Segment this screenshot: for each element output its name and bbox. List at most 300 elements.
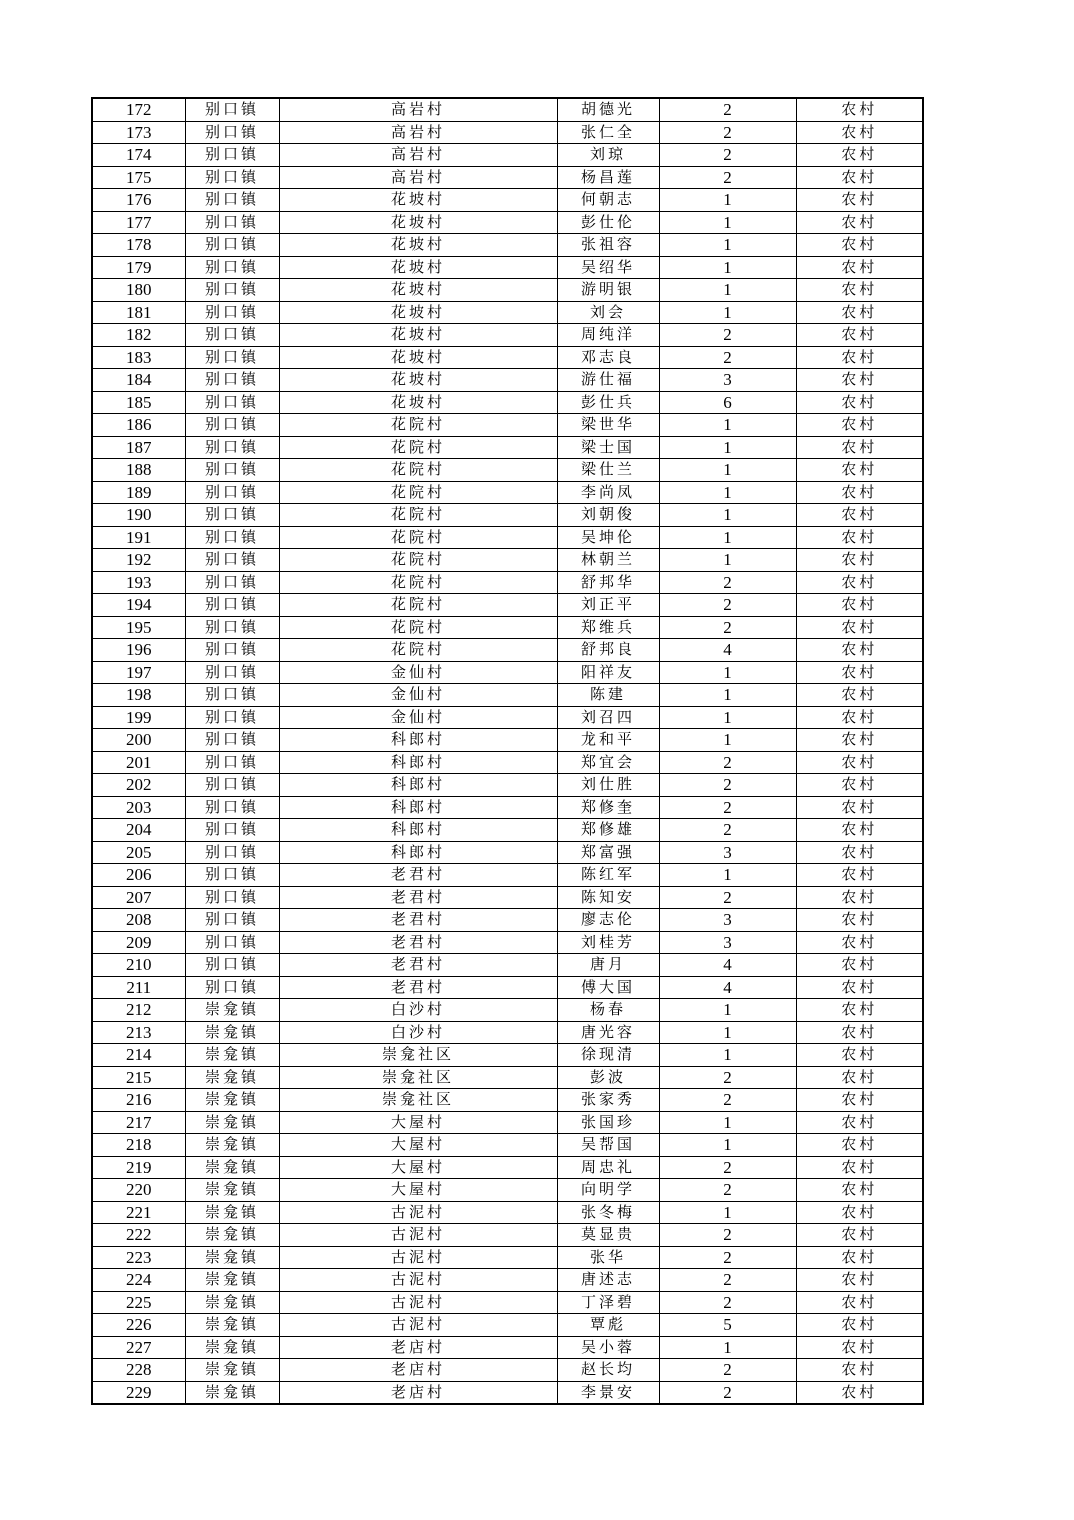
count-cell: 1 bbox=[659, 1336, 796, 1359]
person-name-cell: 郑富强 bbox=[557, 841, 659, 864]
person-name-cell: 林朝兰 bbox=[557, 549, 659, 572]
person-name-cell: 梁世华 bbox=[557, 414, 659, 437]
category-cell: 农村 bbox=[796, 1156, 923, 1179]
village-cell: 科郎村 bbox=[279, 729, 557, 752]
count-cell: 2 bbox=[659, 121, 796, 144]
table-row bbox=[92, 1246, 923, 1269]
town-cell: 别口镇 bbox=[185, 886, 279, 909]
person-name-cell: 李尚凤 bbox=[557, 481, 659, 504]
category-cell: 农村 bbox=[796, 976, 923, 999]
row-number-cell: 207 bbox=[92, 886, 185, 909]
count-cell: 2 bbox=[659, 98, 796, 121]
person-name-cell: 赵长均 bbox=[557, 1359, 659, 1382]
count-cell: 3 bbox=[659, 931, 796, 954]
row-number-cell: 191 bbox=[92, 526, 185, 549]
count-cell: 1 bbox=[659, 211, 796, 234]
person-name-cell: 覃彪 bbox=[557, 1314, 659, 1337]
person-name-cell: 杨春 bbox=[557, 999, 659, 1022]
town-cell: 别口镇 bbox=[185, 98, 279, 121]
person-name-cell: 吴小蓉 bbox=[557, 1336, 659, 1359]
town-cell: 别口镇 bbox=[185, 751, 279, 774]
person-name-cell: 刘正平 bbox=[557, 594, 659, 617]
village-cell: 高岩村 bbox=[279, 166, 557, 189]
row-number-cell: 184 bbox=[92, 369, 185, 392]
village-cell: 老店村 bbox=[279, 1359, 557, 1382]
person-name-cell: 郑维兵 bbox=[557, 616, 659, 639]
row-number-cell: 201 bbox=[92, 751, 185, 774]
count-cell: 1 bbox=[659, 1044, 796, 1067]
table-row bbox=[92, 954, 923, 977]
village-cell: 花院村 bbox=[279, 571, 557, 594]
town-cell: 别口镇 bbox=[185, 459, 279, 482]
category-cell: 农村 bbox=[796, 1224, 923, 1247]
table-row bbox=[92, 999, 923, 1022]
town-cell: 崇龛镇 bbox=[185, 1224, 279, 1247]
town-cell: 别口镇 bbox=[185, 976, 279, 999]
category-cell: 农村 bbox=[796, 1381, 923, 1404]
row-number-cell: 211 bbox=[92, 976, 185, 999]
row-number-cell: 200 bbox=[92, 729, 185, 752]
category-cell: 农村 bbox=[796, 391, 923, 414]
row-number-cell: 205 bbox=[92, 841, 185, 864]
town-cell: 别口镇 bbox=[185, 279, 279, 302]
category-cell: 农村 bbox=[796, 616, 923, 639]
count-cell: 3 bbox=[659, 909, 796, 932]
count-cell: 2 bbox=[659, 1359, 796, 1382]
count-cell: 2 bbox=[659, 1224, 796, 1247]
count-cell: 4 bbox=[659, 976, 796, 999]
person-name-cell: 舒邦华 bbox=[557, 571, 659, 594]
count-cell: 2 bbox=[659, 616, 796, 639]
person-name-cell: 张冬梅 bbox=[557, 1201, 659, 1224]
category-cell: 农村 bbox=[796, 1291, 923, 1314]
village-cell: 花院村 bbox=[279, 414, 557, 437]
village-cell: 花院村 bbox=[279, 526, 557, 549]
table-row bbox=[92, 1224, 923, 1247]
row-number-cell: 186 bbox=[92, 414, 185, 437]
town-cell: 别口镇 bbox=[185, 729, 279, 752]
table-row bbox=[92, 729, 923, 752]
count-cell: 1 bbox=[659, 999, 796, 1022]
village-cell: 科郎村 bbox=[279, 841, 557, 864]
person-name-cell: 周忠礼 bbox=[557, 1156, 659, 1179]
count-cell: 2 bbox=[659, 819, 796, 842]
category-cell: 农村 bbox=[796, 189, 923, 212]
person-name-cell: 郑修雄 bbox=[557, 819, 659, 842]
person-name-cell: 徐现清 bbox=[557, 1044, 659, 1067]
row-number-cell: 190 bbox=[92, 504, 185, 527]
village-cell: 花坡村 bbox=[279, 279, 557, 302]
category-cell: 农村 bbox=[796, 729, 923, 752]
count-cell: 4 bbox=[659, 639, 796, 662]
town-cell: 崇龛镇 bbox=[185, 1314, 279, 1337]
town-cell: 别口镇 bbox=[185, 819, 279, 842]
table-row bbox=[92, 1201, 923, 1224]
village-cell: 老君村 bbox=[279, 931, 557, 954]
row-number-cell: 193 bbox=[92, 571, 185, 594]
village-cell: 花坡村 bbox=[279, 256, 557, 279]
table-row bbox=[92, 1021, 923, 1044]
count-cell: 1 bbox=[659, 414, 796, 437]
category-cell: 农村 bbox=[796, 526, 923, 549]
count-cell: 3 bbox=[659, 369, 796, 392]
table-row bbox=[92, 459, 923, 482]
person-name-cell: 游明银 bbox=[557, 279, 659, 302]
table-row bbox=[92, 1066, 923, 1089]
person-name-cell: 唐月 bbox=[557, 954, 659, 977]
count-cell: 2 bbox=[659, 324, 796, 347]
table-row bbox=[92, 211, 923, 234]
table-row bbox=[92, 1336, 923, 1359]
count-cell: 1 bbox=[659, 526, 796, 549]
table-row bbox=[92, 324, 923, 347]
count-cell: 1 bbox=[659, 864, 796, 887]
row-number-cell: 221 bbox=[92, 1201, 185, 1224]
table-row bbox=[92, 369, 923, 392]
village-cell: 老君村 bbox=[279, 954, 557, 977]
category-cell: 农村 bbox=[796, 886, 923, 909]
village-cell: 花坡村 bbox=[279, 189, 557, 212]
row-number-cell: 224 bbox=[92, 1269, 185, 1292]
row-number-cell: 185 bbox=[92, 391, 185, 414]
row-number-cell: 226 bbox=[92, 1314, 185, 1337]
row-number-cell: 198 bbox=[92, 684, 185, 707]
person-name-cell: 周纯洋 bbox=[557, 324, 659, 347]
roster-table bbox=[91, 97, 924, 1405]
table-row bbox=[92, 841, 923, 864]
category-cell: 农村 bbox=[796, 594, 923, 617]
town-cell: 崇龛镇 bbox=[185, 1021, 279, 1044]
village-cell: 崇龛社区 bbox=[279, 1044, 557, 1067]
village-cell: 花坡村 bbox=[279, 346, 557, 369]
village-cell: 崇龛社区 bbox=[279, 1066, 557, 1089]
village-cell: 古泥村 bbox=[279, 1224, 557, 1247]
village-cell: 花院村 bbox=[279, 616, 557, 639]
table-row bbox=[92, 1156, 923, 1179]
table-row bbox=[92, 1359, 923, 1382]
person-name-cell: 梁仕兰 bbox=[557, 459, 659, 482]
count-cell: 1 bbox=[659, 504, 796, 527]
count-cell: 2 bbox=[659, 1179, 796, 1202]
village-cell: 白沙村 bbox=[279, 1021, 557, 1044]
count-cell: 2 bbox=[659, 774, 796, 797]
table-row bbox=[92, 751, 923, 774]
village-cell: 古泥村 bbox=[279, 1314, 557, 1337]
town-cell: 别口镇 bbox=[185, 594, 279, 617]
town-cell: 崇龛镇 bbox=[185, 1381, 279, 1404]
village-cell: 花院村 bbox=[279, 639, 557, 662]
category-cell: 农村 bbox=[796, 1201, 923, 1224]
table-row bbox=[92, 166, 923, 189]
category-cell: 农村 bbox=[796, 459, 923, 482]
row-number-cell: 197 bbox=[92, 661, 185, 684]
row-number-cell: 217 bbox=[92, 1111, 185, 1134]
table-row bbox=[92, 1044, 923, 1067]
town-cell: 崇龛镇 bbox=[185, 1111, 279, 1134]
category-cell: 农村 bbox=[796, 234, 923, 257]
person-name-cell: 邓志良 bbox=[557, 346, 659, 369]
count-cell: 2 bbox=[659, 1381, 796, 1404]
category-cell: 农村 bbox=[796, 661, 923, 684]
category-cell: 农村 bbox=[796, 1134, 923, 1157]
table-row bbox=[92, 436, 923, 459]
count-cell: 2 bbox=[659, 144, 796, 167]
village-cell: 花院村 bbox=[279, 504, 557, 527]
person-name-cell: 张仁全 bbox=[557, 121, 659, 144]
town-cell: 别口镇 bbox=[185, 639, 279, 662]
town-cell: 崇龛镇 bbox=[185, 1336, 279, 1359]
row-number-cell: 206 bbox=[92, 864, 185, 887]
village-cell: 花坡村 bbox=[279, 234, 557, 257]
person-name-cell: 廖志伦 bbox=[557, 909, 659, 932]
village-cell: 科郎村 bbox=[279, 751, 557, 774]
count-cell: 2 bbox=[659, 1089, 796, 1112]
category-cell: 农村 bbox=[796, 144, 923, 167]
village-cell: 花坡村 bbox=[279, 391, 557, 414]
table-row bbox=[92, 144, 923, 167]
table-row bbox=[92, 931, 923, 954]
row-number-cell: 183 bbox=[92, 346, 185, 369]
person-name-cell: 唐述志 bbox=[557, 1269, 659, 1292]
town-cell: 别口镇 bbox=[185, 414, 279, 437]
row-number-cell: 174 bbox=[92, 144, 185, 167]
count-cell: 1 bbox=[659, 256, 796, 279]
category-cell: 农村 bbox=[796, 1314, 923, 1337]
table-row bbox=[92, 279, 923, 302]
town-cell: 崇龛镇 bbox=[185, 999, 279, 1022]
village-cell: 老君村 bbox=[279, 909, 557, 932]
village-cell: 科郎村 bbox=[279, 796, 557, 819]
row-number-cell: 227 bbox=[92, 1336, 185, 1359]
row-number-cell: 176 bbox=[92, 189, 185, 212]
row-number-cell: 218 bbox=[92, 1134, 185, 1157]
table-row bbox=[92, 886, 923, 909]
town-cell: 别口镇 bbox=[185, 549, 279, 572]
person-name-cell: 刘朝俊 bbox=[557, 504, 659, 527]
table-row bbox=[92, 1179, 923, 1202]
category-cell: 农村 bbox=[796, 324, 923, 347]
village-cell: 古泥村 bbox=[279, 1291, 557, 1314]
person-name-cell: 张国珍 bbox=[557, 1111, 659, 1134]
town-cell: 别口镇 bbox=[185, 931, 279, 954]
row-number-cell: 188 bbox=[92, 459, 185, 482]
count-cell: 1 bbox=[659, 481, 796, 504]
category-cell: 农村 bbox=[796, 301, 923, 324]
town-cell: 别口镇 bbox=[185, 189, 279, 212]
town-cell: 崇龛镇 bbox=[185, 1134, 279, 1157]
village-cell: 高岩村 bbox=[279, 98, 557, 121]
person-name-cell: 龙和平 bbox=[557, 729, 659, 752]
row-number-cell: 220 bbox=[92, 1179, 185, 1202]
category-cell: 农村 bbox=[796, 774, 923, 797]
row-number-cell: 172 bbox=[92, 98, 185, 121]
category-cell: 农村 bbox=[796, 1111, 923, 1134]
village-cell: 花坡村 bbox=[279, 301, 557, 324]
town-cell: 崇龛镇 bbox=[185, 1156, 279, 1179]
category-cell: 农村 bbox=[796, 1044, 923, 1067]
category-cell: 农村 bbox=[796, 751, 923, 774]
village-cell: 花院村 bbox=[279, 594, 557, 617]
count-cell: 1 bbox=[659, 279, 796, 302]
table-row bbox=[92, 706, 923, 729]
village-cell: 古泥村 bbox=[279, 1246, 557, 1269]
person-name-cell: 陈知安 bbox=[557, 886, 659, 909]
person-name-cell: 舒邦良 bbox=[557, 639, 659, 662]
row-number-cell: 192 bbox=[92, 549, 185, 572]
table-row bbox=[92, 594, 923, 617]
person-name-cell: 刘召四 bbox=[557, 706, 659, 729]
row-number-cell: 180 bbox=[92, 279, 185, 302]
person-name-cell: 彭仕兵 bbox=[557, 391, 659, 414]
town-cell: 别口镇 bbox=[185, 369, 279, 392]
row-number-cell: 210 bbox=[92, 954, 185, 977]
village-cell: 金仙村 bbox=[279, 706, 557, 729]
person-name-cell: 唐光容 bbox=[557, 1021, 659, 1044]
village-cell: 崇龛社区 bbox=[279, 1089, 557, 1112]
table-row bbox=[92, 189, 923, 212]
category-cell: 农村 bbox=[796, 1336, 923, 1359]
town-cell: 崇龛镇 bbox=[185, 1269, 279, 1292]
category-cell: 农村 bbox=[796, 414, 923, 437]
category-cell: 农村 bbox=[796, 1021, 923, 1044]
town-cell: 崇龛镇 bbox=[185, 1359, 279, 1382]
row-number-cell: 173 bbox=[92, 121, 185, 144]
category-cell: 农村 bbox=[796, 346, 923, 369]
category-cell: 农村 bbox=[796, 1246, 923, 1269]
town-cell: 崇龛镇 bbox=[185, 1089, 279, 1112]
person-name-cell: 莫显贵 bbox=[557, 1224, 659, 1247]
row-number-cell: 204 bbox=[92, 819, 185, 842]
count-cell: 2 bbox=[659, 796, 796, 819]
row-number-cell: 225 bbox=[92, 1291, 185, 1314]
count-cell: 1 bbox=[659, 459, 796, 482]
category-cell: 农村 bbox=[796, 1179, 923, 1202]
category-cell: 农村 bbox=[796, 369, 923, 392]
count-cell: 1 bbox=[659, 684, 796, 707]
table-row bbox=[92, 796, 923, 819]
category-cell: 农村 bbox=[796, 549, 923, 572]
table-row bbox=[92, 98, 923, 121]
category-cell: 农村 bbox=[796, 481, 923, 504]
village-cell: 古泥村 bbox=[279, 1269, 557, 1292]
person-name-cell: 刘琼 bbox=[557, 144, 659, 167]
village-cell: 大屋村 bbox=[279, 1111, 557, 1134]
category-cell: 农村 bbox=[796, 279, 923, 302]
count-cell: 5 bbox=[659, 1314, 796, 1337]
table-row bbox=[92, 1134, 923, 1157]
table-row bbox=[92, 864, 923, 887]
person-name-cell: 张祖容 bbox=[557, 234, 659, 257]
person-name-cell: 张家秀 bbox=[557, 1089, 659, 1112]
row-number-cell: 209 bbox=[92, 931, 185, 954]
category-cell: 农村 bbox=[796, 999, 923, 1022]
row-number-cell: 223 bbox=[92, 1246, 185, 1269]
category-cell: 农村 bbox=[796, 841, 923, 864]
count-cell: 3 bbox=[659, 841, 796, 864]
village-cell: 金仙村 bbox=[279, 684, 557, 707]
town-cell: 别口镇 bbox=[185, 346, 279, 369]
village-cell: 花院村 bbox=[279, 459, 557, 482]
row-number-cell: 178 bbox=[92, 234, 185, 257]
town-cell: 崇龛镇 bbox=[185, 1179, 279, 1202]
row-number-cell: 213 bbox=[92, 1021, 185, 1044]
town-cell: 别口镇 bbox=[185, 234, 279, 257]
count-cell: 2 bbox=[659, 1269, 796, 1292]
category-cell: 农村 bbox=[796, 1269, 923, 1292]
town-cell: 别口镇 bbox=[185, 436, 279, 459]
count-cell: 1 bbox=[659, 729, 796, 752]
category-cell: 农村 bbox=[796, 684, 923, 707]
count-cell: 2 bbox=[659, 594, 796, 617]
town-cell: 崇龛镇 bbox=[185, 1066, 279, 1089]
person-name-cell: 陈建 bbox=[557, 684, 659, 707]
town-cell: 别口镇 bbox=[185, 526, 279, 549]
person-name-cell: 吴绍华 bbox=[557, 256, 659, 279]
person-name-cell: 彭仕伦 bbox=[557, 211, 659, 234]
town-cell: 别口镇 bbox=[185, 909, 279, 932]
row-number-cell: 179 bbox=[92, 256, 185, 279]
table-row bbox=[92, 391, 923, 414]
count-cell: 2 bbox=[659, 1156, 796, 1179]
table-row bbox=[92, 774, 923, 797]
row-number-cell: 229 bbox=[92, 1381, 185, 1404]
village-cell: 花坡村 bbox=[279, 211, 557, 234]
table-row bbox=[92, 481, 923, 504]
table-row bbox=[92, 526, 923, 549]
count-cell: 1 bbox=[659, 189, 796, 212]
town-cell: 别口镇 bbox=[185, 706, 279, 729]
village-cell: 老君村 bbox=[279, 886, 557, 909]
count-cell: 1 bbox=[659, 1134, 796, 1157]
village-cell: 花院村 bbox=[279, 481, 557, 504]
person-name-cell: 胡德光 bbox=[557, 98, 659, 121]
town-cell: 别口镇 bbox=[185, 616, 279, 639]
village-cell: 老君村 bbox=[279, 976, 557, 999]
town-cell: 别口镇 bbox=[185, 954, 279, 977]
category-cell: 农村 bbox=[796, 1066, 923, 1089]
category-cell: 农村 bbox=[796, 954, 923, 977]
row-number-cell: 212 bbox=[92, 999, 185, 1022]
table-row bbox=[92, 819, 923, 842]
village-cell: 老店村 bbox=[279, 1336, 557, 1359]
table-row bbox=[92, 549, 923, 572]
person-name-cell: 丁泽碧 bbox=[557, 1291, 659, 1314]
person-name-cell: 梁士国 bbox=[557, 436, 659, 459]
town-cell: 别口镇 bbox=[185, 661, 279, 684]
count-cell: 6 bbox=[659, 391, 796, 414]
count-cell: 4 bbox=[659, 954, 796, 977]
count-cell: 1 bbox=[659, 1201, 796, 1224]
person-name-cell: 张华 bbox=[557, 1246, 659, 1269]
town-cell: 别口镇 bbox=[185, 796, 279, 819]
row-number-cell: 189 bbox=[92, 481, 185, 504]
count-cell: 1 bbox=[659, 301, 796, 324]
row-number-cell: 222 bbox=[92, 1224, 185, 1247]
table-row bbox=[92, 1381, 923, 1404]
town-cell: 别口镇 bbox=[185, 774, 279, 797]
village-cell: 科郎村 bbox=[279, 774, 557, 797]
town-cell: 别口镇 bbox=[185, 391, 279, 414]
person-name-cell: 刘仕胜 bbox=[557, 774, 659, 797]
category-cell: 农村 bbox=[796, 98, 923, 121]
category-cell: 农村 bbox=[796, 796, 923, 819]
town-cell: 别口镇 bbox=[185, 121, 279, 144]
town-cell: 崇龛镇 bbox=[185, 1044, 279, 1067]
row-number-cell: 199 bbox=[92, 706, 185, 729]
person-name-cell: 阳祥友 bbox=[557, 661, 659, 684]
town-cell: 别口镇 bbox=[185, 324, 279, 347]
person-name-cell: 郑修奎 bbox=[557, 796, 659, 819]
